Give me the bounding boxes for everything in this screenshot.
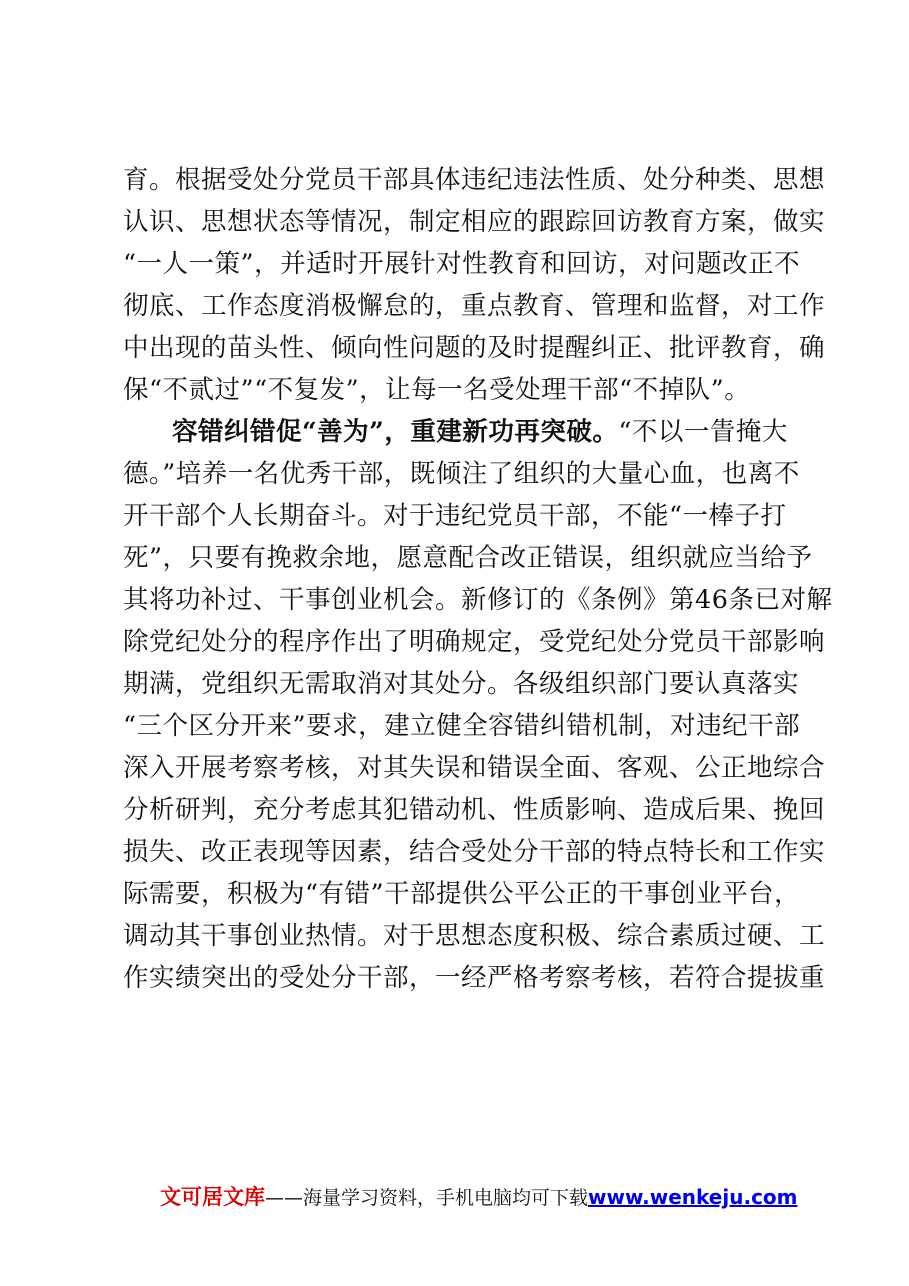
paragraph-line: 中出现的苗头性、倾向性问题的及时提醒纠正、批评教育，确 [123,333,826,363]
paragraph-line: 期满，党组织无需取消对其处分。各级组织部门要认真落实 [123,669,800,699]
brand-name: 文可居文库 [160,1185,265,1209]
paragraph-line: 际需要，积极为“有错”干部提供公平公正的干事创业平台， [123,879,801,909]
paragraph-line: 保“不贰过”“不复发”，让每一名受处理干部“不掉队”。 [123,375,751,405]
section-heading: 容错纠错促“善为”，重建新功再突破。 [172,417,619,447]
paragraph-line: 作实绩突出的受处分干部，一经严格考察考核，若符合提拔重 [123,963,826,993]
paragraph-line: “三个区分开来”要求，建立健全容错纠错机制，对违纪干部 [123,711,801,741]
paragraph-line: 死”，只要有挽救余地，愿意配合改正错误，组织就应当给予 [123,543,813,573]
paragraph-line: 开干部个人长期奋斗。对于违纪党员干部，不能“一棒子打 [123,501,787,531]
paragraph-line: “一人一策”，并适时开展针对性教育和回访，对问题改正不 [123,249,801,279]
paragraph-line: 育。根据受处分党员干部具体违纪违法性质、处分种类、思想 [123,165,826,195]
website-link[interactable]: www.wenkeju.com [588,1185,798,1209]
heading-continuation: “不以一眚掩大 [618,417,788,447]
paragraph-line: 损失、改正表现等因素，结合受处分干部的特点特长和工作实 [123,837,826,867]
footer-tagline: ——海量学习资料，手机电脑均可下载 [265,1187,589,1209]
paragraph-line: 除党纪处分的程序作出了明确规定，受党纪处分党员干部影响 [123,627,826,657]
paragraph-line: 深入开展考察考核，对其失误和错误全面、客观、公正地综合 [123,753,826,783]
section-heading-line [172,414,799,450]
paragraph-line: 德。”培养一名优秀干部，既倾注了组织的大量心血，也离不 [123,459,800,489]
paragraph-line: 彻底、工作态度消极懈怠的，重点教育、管理和监督，对工作 [123,291,826,321]
paragraph-line: 分析研判，充分考虑其犯错动机、性质影响、造成后果、挽回 [123,795,826,825]
footer-banner [160,1182,798,1212]
paragraph-line: 认识、思想状态等情况，制定相应的跟踪回访教育方案，做实 [123,207,826,237]
paragraph-line: 其将功补过、干事创业机会。新修订的《条例》第46条已对解 [123,585,833,615]
paragraph-line: 调动其干事创业热情。对于思想态度积极、综合素质过硬、工 [123,921,826,951]
